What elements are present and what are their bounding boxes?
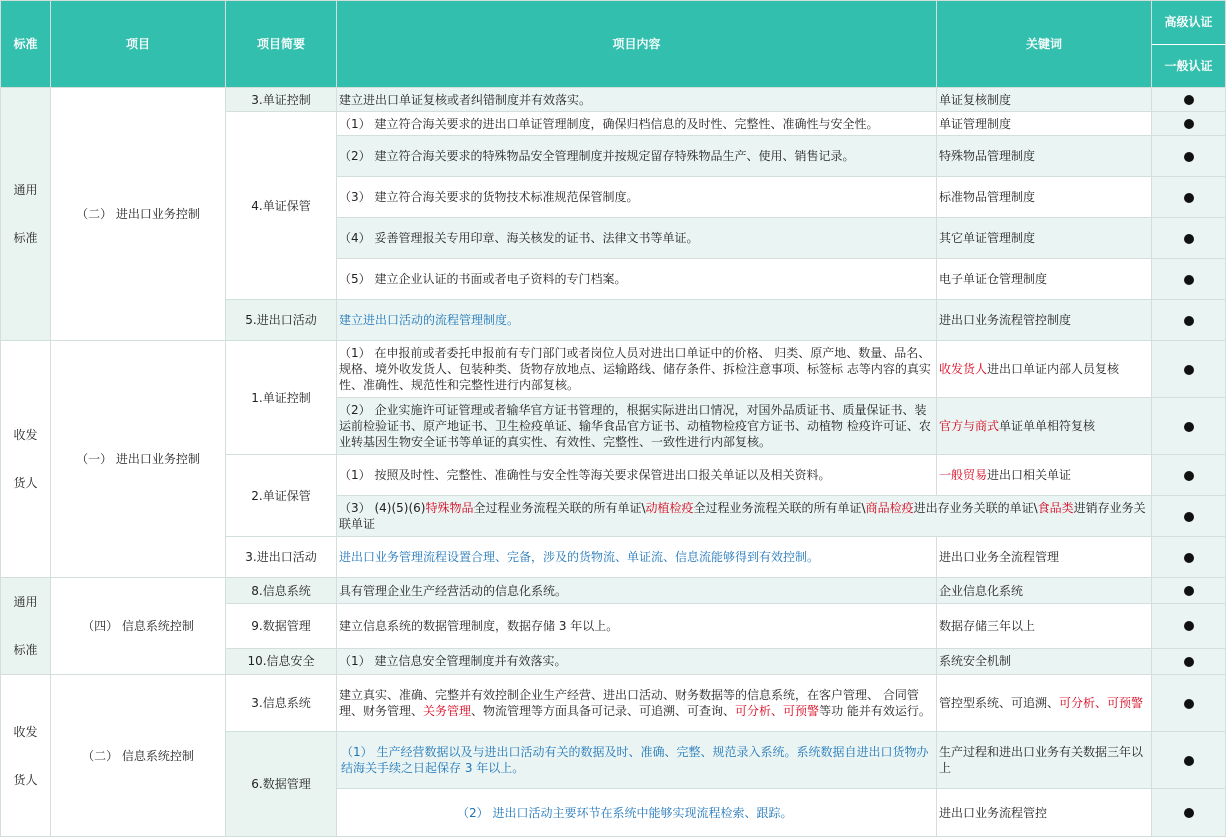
bullet-dot-icon (1184, 152, 1194, 162)
bullet-dot-icon (1184, 422, 1194, 432)
table-row (1, 341, 1226, 398)
key-cell: 9.数据管理 (226, 604, 337, 649)
keyword-highlight: 官方与商式 (939, 419, 1000, 433)
table-row (1, 88, 1226, 112)
content-text: 全过程业务流程关联的所有单证\ (693, 501, 866, 515)
content-cell: 建立进出口活动的流程管理制度。 (337, 300, 937, 341)
keyword-cell (937, 455, 1152, 496)
keyword-cell: 特殊物品管理制度 (937, 136, 1152, 177)
keyword-highlight: 收发货人 (939, 362, 988, 376)
content-highlight: 商品检疫 (865, 501, 914, 515)
cert-mark-cell (1152, 300, 1226, 341)
content-text: （3） (4)(5)(6) (339, 501, 426, 515)
item-cell: （四） 信息系统控制 (51, 578, 226, 675)
keyword-highlight: 一般贸易 (939, 468, 988, 482)
key-cell: 1.单证控制 (226, 341, 337, 455)
standard-line: 收发 (13, 428, 38, 442)
cert-mark-cell (1152, 578, 1226, 604)
bullet-dot-icon (1184, 234, 1194, 244)
header-cert-general: 一般认证 (1164, 59, 1213, 73)
keyword-text: 进出口单证内部人员复核 (987, 362, 1120, 376)
cert-mark-cell (1152, 136, 1226, 177)
content-cell: （3） 建立符合海关要求的货物技术标准规范保管制度。 (337, 177, 937, 218)
cert-mark-cell (1152, 112, 1226, 136)
standard-line: 货人 (13, 772, 38, 787)
standard-line: 通用 (13, 183, 38, 197)
keyword-text: 单证单单相符复核 (999, 419, 1096, 433)
table-row (1, 578, 1226, 604)
keyword-text: 进出口相关单证 (987, 468, 1072, 482)
bullet-dot-icon (1184, 95, 1194, 105)
keyword-cell: 生产过程和进出口业务有关数据三年以上 (937, 732, 1152, 789)
standard-cell (1, 341, 51, 578)
bullet-dot-icon (1184, 119, 1194, 129)
keyword-cell: 企业信息化系统 (937, 578, 1152, 604)
keyword-cell: 标准物品管理制度 (937, 177, 1152, 218)
content-cell: （2） 企业实施许可证管理或者输华官方证书管理的，根据实际进出口情况，对国外品质证书、质量保证书、装运前检验证书、原产地证书、卫生检疫单证、输华食品官方证书、动植物检疫官方证书、动植物 检疫许可证、农业转基因生物安全证书等单证的真实性、有效性、完整性、一致性进行内部复核。 (337, 398, 937, 455)
standard-line: 通用 (13, 595, 38, 609)
key-cell: 3.进出口活动 (226, 537, 337, 578)
bullet-dot-icon (1184, 621, 1194, 631)
keyword-cell: 进出口业务流程管控制度 (937, 300, 1152, 341)
content-cell: （1） 生产经营数据以及与进出口活动有关的数据及时、准确、完整、规范录入系统。系统数据自进出口货物办结海关手续之日起保存 3 年以上。 (337, 732, 937, 789)
content-text: 进出存业务关联的单证\ (913, 501, 1038, 515)
standard-cell (1, 675, 51, 837)
keyword-cell (937, 675, 1152, 732)
keyword-cell (937, 341, 1152, 398)
cert-mark-cell (1152, 732, 1226, 789)
cert-mark-cell (1152, 537, 1226, 578)
bullet-dot-icon (1184, 657, 1194, 667)
table-row (1, 675, 1226, 732)
cert-mark-cell (1152, 675, 1226, 732)
cert-mark-cell (1152, 789, 1226, 837)
bullet-dot-icon (1184, 553, 1194, 563)
keyword-cell: 单证管理制度 (937, 112, 1152, 136)
bullet-dot-icon (1184, 193, 1194, 203)
keyword-cell: 单证复核制度 (937, 88, 1152, 112)
content-cell (337, 496, 1152, 537)
header-cert (1152, 1, 1226, 88)
standard-line: 标准 (13, 643, 38, 657)
keyword-highlight: 可分析、可预警 (1059, 696, 1144, 710)
cert-mark-cell (1152, 455, 1226, 496)
bullet-dot-icon (1184, 365, 1194, 375)
cert-mark-cell (1152, 604, 1226, 649)
content-cell: （1） 按照及时性、完整性、准确性与安全性等海关要求保管进出口报关单证以及相关资料。 (337, 455, 937, 496)
content-text: 、物流管理等方面具备可记录、可追溯、可查询、 (471, 704, 736, 718)
keyword-cell: 其它单证管理制度 (937, 218, 1152, 259)
keyword-cell: 系统安全机制 (937, 648, 1152, 674)
item-cell: （一） 进出口业务控制 (51, 341, 226, 578)
standard-line: 货人 (13, 476, 38, 490)
header-key: 项目简要 (226, 1, 337, 88)
content-cell: 建立信息系统的数据管理制度，数据存储 3 年以上。 (337, 604, 937, 649)
content-cell: （1） 在申报前或者委托申报前有专门部门或者岗位人员对进出口单证中的价格、 归类、原产地、数量、品名、规格、境外收发货人、包装种类、货物存放地点、运输路线、储存条件、拆检注意事项、标签标 志等内容的真实性、准确性、规范性和完整性进行内部复核。 (337, 341, 937, 398)
item-cell: （二） 进出口业务控制 (51, 88, 226, 341)
cert-mark-cell (1152, 496, 1226, 537)
bullet-dot-icon (1184, 808, 1194, 818)
header-item: 项目 (51, 1, 226, 88)
cert-mark-cell (1152, 177, 1226, 218)
content-text: 进销存业务关联单证 (339, 501, 1146, 531)
content-cell (337, 675, 937, 732)
content-highlight: 食品类 (1037, 501, 1074, 515)
standard-line: 收发 (13, 724, 38, 739)
header-content: 项目内容 (337, 1, 937, 88)
keyword-cell: 电子单证仓管理制度 (937, 259, 1152, 300)
header-standard: 标准 (1, 1, 51, 88)
bullet-dot-icon (1184, 699, 1194, 709)
content-cell: 具有管理企业生产经营活动的信息化系统。 (337, 578, 937, 604)
standard-cell (1, 578, 51, 675)
content-highlight: 动植检疫 (645, 501, 694, 515)
cert-mark-cell (1152, 648, 1226, 674)
keyword-cell: 进出口业务流程管控 (937, 789, 1152, 837)
key-cell: 3.信息系统 (226, 675, 337, 732)
standard-line: 标准 (13, 231, 38, 245)
bullet-dot-icon (1184, 756, 1194, 766)
header-keyword: 关键词 (937, 1, 1152, 88)
key-cell: 10.信息安全 (226, 648, 337, 674)
bullet-dot-icon (1184, 512, 1194, 522)
content-cell: （1） 建立符合海关要求的进出口单证管理制度，确保归档信息的及时性、完整性、准确性与安全性。 (337, 112, 937, 136)
keyword-text: 管控型系统、可追溯、 (939, 696, 1060, 710)
content-highlight: 特殊物品 (425, 501, 474, 515)
content-cell: （1） 建立信息安全管理制度并有效落实。 (337, 648, 937, 674)
item-cell: （二） 信息系统控制 (51, 675, 226, 837)
content-text: 全过程业务流程关联的所有单证\ (473, 501, 646, 515)
key-cell: 6.数据管理 (226, 732, 337, 837)
key-cell: 3.单证控制 (226, 88, 337, 112)
cert-mark-cell (1152, 218, 1226, 259)
key-cell: 8.信息系统 (226, 578, 337, 604)
content-cell: 进出口业务管理流程设置合理、完备，涉及的货物流、单证流、信息流能够得到有效控制。 (337, 537, 937, 578)
content-cell: （2） 建立符合海关要求的特殊物品安全管理制度并按规定留存特殊物品生产、使用、销售记录。 (337, 136, 937, 177)
keyword-cell: 进出口业务全流程管理 (937, 537, 1152, 578)
content-text: 等功 能并有效运行。 (819, 704, 931, 718)
cert-mark-cell (1152, 398, 1226, 455)
content-text: 建立真实、准确、完整并有效控制企业生产经营、进出口活动、财务数据等的信息系统，在客户管理、 合同管理、财务管理、 (339, 688, 919, 718)
content-cell: （2） 进出口活动主要环节在系统中能够实现流程检索、跟踪。 (337, 789, 937, 837)
cert-mark-cell (1152, 88, 1226, 112)
content-highlight: 可分析、可预警 (735, 704, 820, 718)
bullet-dot-icon (1184, 586, 1194, 596)
keyword-cell (937, 398, 1152, 455)
keyword-cell: 数据存储三年以上 (937, 604, 1152, 649)
cert-mark-cell (1152, 341, 1226, 398)
content-cell: 建立进出口单证复核或者纠错制度并有效落实。 (337, 88, 937, 112)
key-cell: 4.单证保管 (226, 112, 337, 300)
bullet-dot-icon (1184, 471, 1194, 481)
content-cell: （5） 建立企业认证的书面或者电子资料的专门档案。 (337, 259, 937, 300)
content-highlight: 关务管理 (423, 704, 472, 718)
standard-cell (1, 88, 51, 341)
key-cell: 2.单证保管 (226, 455, 337, 537)
header-cert-high: 高级认证 (1152, 1, 1225, 45)
content-cell: （4） 妥善管理报关专用印章、海关核发的证书、法律文书等单证。 (337, 218, 937, 259)
bullet-dot-icon (1184, 275, 1194, 285)
bullet-dot-icon (1184, 316, 1194, 326)
key-cell: 5.进出口活动 (226, 300, 337, 341)
cert-mark-cell (1152, 259, 1226, 300)
